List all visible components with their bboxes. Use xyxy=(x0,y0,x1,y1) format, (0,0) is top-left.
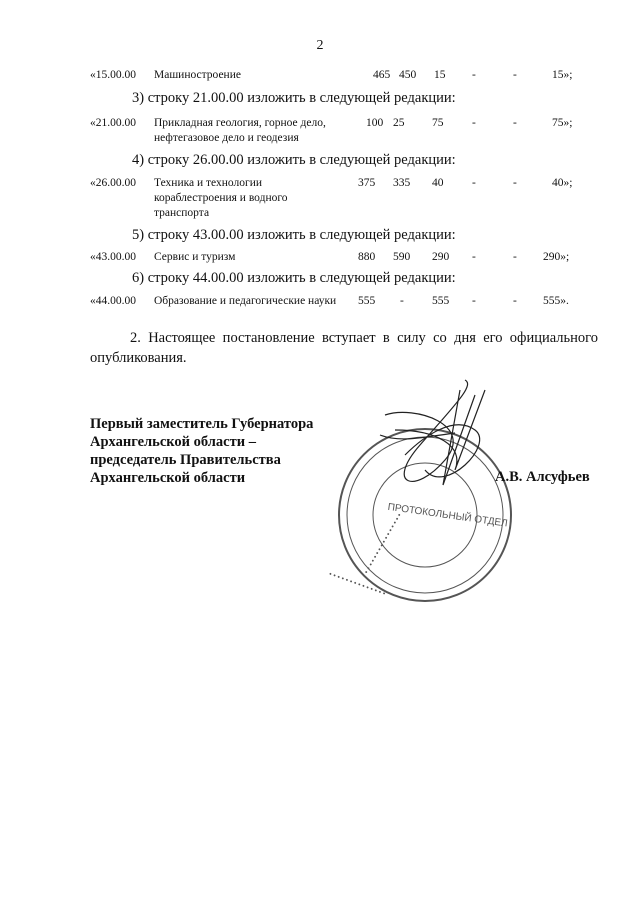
signer-title-line: Первый заместитель Губернатора xyxy=(90,416,314,432)
row-code: «26.00.00 xyxy=(90,177,136,189)
row-value-3: 75 xyxy=(432,117,444,129)
row-name: Образование и педагогические науки xyxy=(154,295,337,307)
row-value-1: 375 xyxy=(358,177,376,189)
row-value-5: - xyxy=(513,117,517,129)
row-code: «44.00.00 xyxy=(90,295,136,307)
row-value-4: - xyxy=(472,69,476,81)
row-value-4: - xyxy=(472,177,476,189)
instruction-line: 5) строку 43.00.00 изложить в следующей редакции: xyxy=(132,227,456,243)
page-number: 2 xyxy=(316,38,324,53)
row-name: Машиностроение xyxy=(154,69,241,81)
row-value-2: 450 xyxy=(399,69,417,81)
svg-text:• • • • • • • • • • • • • •: • • • • • • • • • • • • • • xyxy=(327,570,387,598)
row-value-2: - xyxy=(400,295,404,307)
row-value-2: 25 xyxy=(393,117,405,129)
row-value-4: - xyxy=(472,117,476,129)
row-value-5: - xyxy=(513,251,517,263)
row-value-3: 290 xyxy=(432,251,450,263)
row-value-2: 590 xyxy=(393,251,411,263)
row-value-6: 75»; xyxy=(552,117,573,129)
row-value-5: - xyxy=(513,295,517,307)
row-value-1: 555 xyxy=(358,295,376,307)
row-value-2: 335 xyxy=(393,177,411,189)
signer-title-line: председатель Правительства xyxy=(90,452,281,468)
row-value-6: 15»; xyxy=(552,69,573,81)
signer-name: А.В. Алсуфьев xyxy=(495,469,590,485)
row-value-3: 555 xyxy=(432,295,450,307)
signer-title-line: Архангельской области xyxy=(90,470,246,486)
row-value-3: 15 xyxy=(434,69,446,81)
row-value-1: 465 xyxy=(373,69,391,81)
row-value-5: - xyxy=(513,69,517,81)
row-code: «15.00.00 xyxy=(90,69,136,81)
row-code: «21.00.00 xyxy=(90,117,136,129)
row-value-6: 290»; xyxy=(543,251,570,263)
stamp-center-text: ПРОТОКОЛЬНЫЙ ОТДЕЛ xyxy=(386,501,509,530)
row-value-1: 880 xyxy=(358,251,376,263)
svg-text:• • • • • • • • • • • • • • •: • • • • • • • • • • • • • • • • xyxy=(363,512,404,576)
row-value-6: 40»; xyxy=(552,177,573,189)
signature-block xyxy=(90,415,313,487)
row-value-4: - xyxy=(472,251,476,263)
row-name: Техника и технологии кораблестроения и водного транспорта xyxy=(154,177,288,219)
instruction-line: 4) строку 26.00.00 изложить в следующей редакции: xyxy=(132,152,456,168)
signature-mark xyxy=(380,380,485,485)
signer-title-line: Архангельской области – xyxy=(90,434,256,450)
row-value-3: 40 xyxy=(432,177,444,189)
row-name: Сервис и туризм xyxy=(154,251,236,263)
instruction-line: 6) строку 44.00.00 изложить в следующей редакции: xyxy=(132,270,456,286)
row-code: «43.00.00 xyxy=(90,251,136,263)
paragraph-effective-date: 2. Настоящее постановление вступает в силу со дня его официального опубликования. xyxy=(90,330,598,366)
row-value-4: - xyxy=(472,295,476,307)
instruction-line: 3) строку 21.00.00 изложить в следующей редакции: xyxy=(132,90,456,106)
row-value-1: 100 xyxy=(366,117,384,129)
row-value-5: - xyxy=(513,177,517,189)
row-value-6: 555». xyxy=(543,295,569,307)
row-name: Прикладная геология, горное дело, нефтегазовое дело и геодезия xyxy=(154,117,326,144)
